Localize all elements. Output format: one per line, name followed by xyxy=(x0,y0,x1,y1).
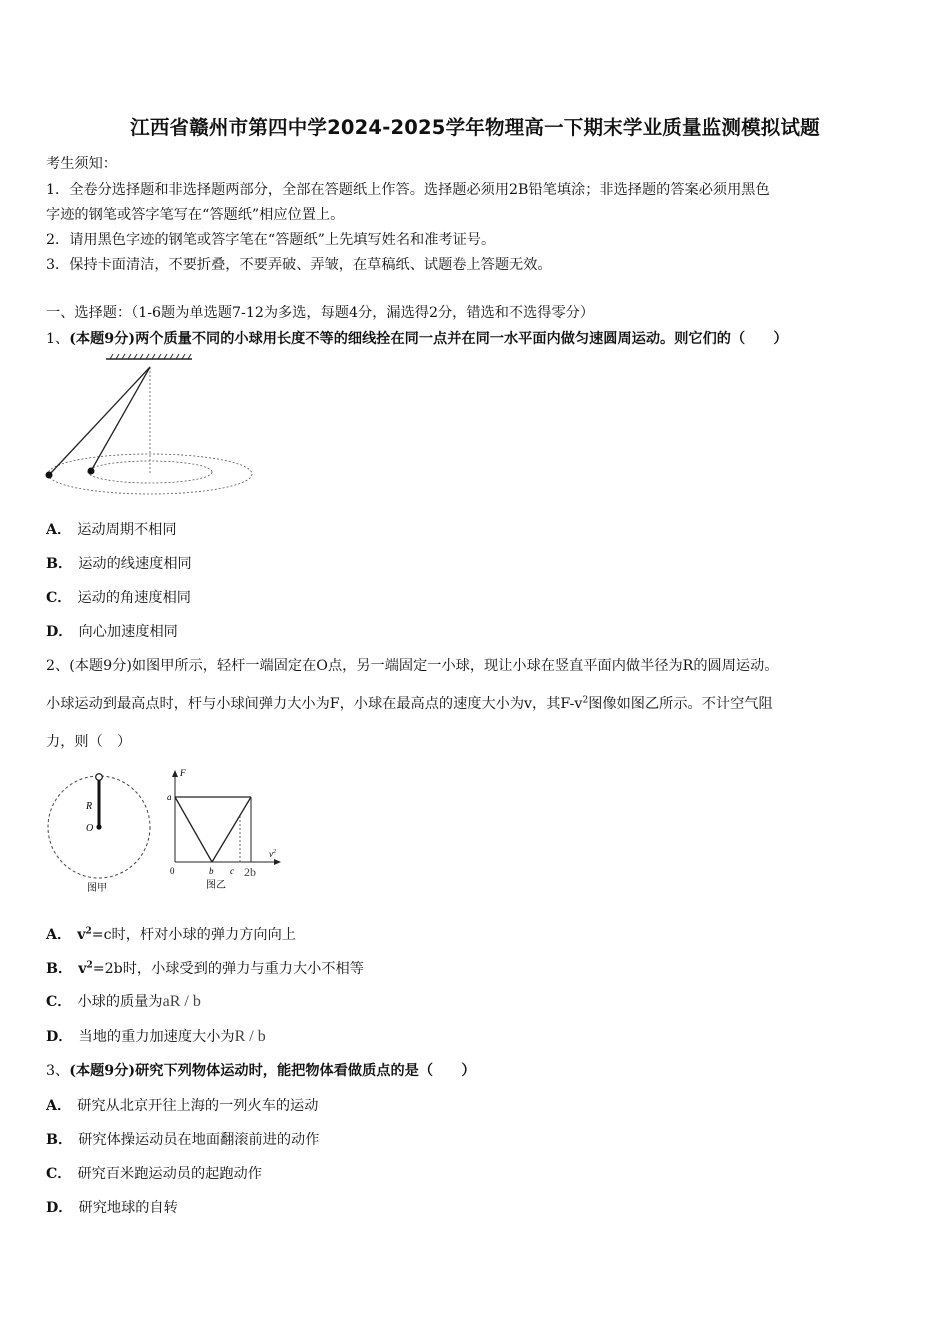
question-2-stem-line-3: 力，则（ ） xyxy=(46,734,132,750)
question-3-stem xyxy=(46,1060,476,1080)
notice-item-2: 2．请用黑色字迹的钢笔或答字笔在“答题纸”上先填写姓名和准考证号。 xyxy=(46,232,496,248)
section-heading: 一、选择题：（1-6题为单选题7-12为多选，每题4分，漏选得2分，错选和不选得零分） xyxy=(46,305,595,321)
question-3-text: (本题9分)研究下列物体运动时，能把物体看做质点的是（ ） xyxy=(69,1063,476,1079)
caption-jia: 图甲 xyxy=(87,883,107,894)
caption-yi: 图乙 xyxy=(206,880,226,891)
question-1-option-a: A． 运动周期不相同 xyxy=(46,522,177,538)
question-1-number: 1、 xyxy=(46,331,70,347)
label-0: 0 xyxy=(170,866,175,876)
question-2-figure-jia xyxy=(44,766,156,896)
question-3-number: 3、 xyxy=(46,1063,70,1079)
question-1-stem xyxy=(46,328,788,348)
label-R: R xyxy=(86,801,93,812)
question-1-option-b: B． 运动的线速度相同 xyxy=(46,556,192,572)
notice-heading: 考生须知： xyxy=(46,156,117,172)
question-2-figure-yi xyxy=(164,764,290,896)
notice-item-1-line-1: 1．全卷分选择题和非选择题两部分，全部在答题纸上作答。选择题必须用2B铅笔填涂；非选择题的答案必须用黑色 xyxy=(46,182,770,198)
axis-label-F: F xyxy=(180,768,186,778)
axis-label-v: $v^2$ xyxy=(269,849,276,859)
label-b: b xyxy=(209,866,214,876)
question-3-option-a: A． 研究从北京开往上海的一列火车的运动 xyxy=(46,1098,319,1114)
notice-item-1-line-2: 字迹的钢笔或答字笔写在“答题纸”相应位置上。 xyxy=(46,207,345,223)
formula-gravity: R / b xyxy=(234,1028,266,1045)
page-title: 江西省赣州市第四中学2024-2025学年物理高一下期末学业质量监测模拟试题 xyxy=(130,116,820,139)
question-1-option-c: C． 运动的角速度相同 xyxy=(46,590,191,606)
question-2-stem-line-1: 2、(本题9分)如图甲所示，轻杆一端固定在O点，另一端固定一小球，现让小球在竖直平面内做半径为R的圆周运动。 xyxy=(46,658,779,674)
question-2-option-c: C． 小球的质量为aR / b xyxy=(46,993,201,1010)
formula-mass: aR / b xyxy=(162,993,201,1010)
label-O: O xyxy=(86,823,94,834)
label-c: c xyxy=(230,866,234,876)
question-3-option-b: B． 研究体操运动员在地面翻滚前进的动作 xyxy=(46,1132,320,1148)
question-2-option-d: D． 当地的重力加速度大小为R / b xyxy=(46,1028,266,1045)
question-2-option-b: B． $v^2=2b$时，小球受到的弹力与重力大小不相等 xyxy=(46,960,364,977)
question-1-text: (本题9分)两个质量不同的小球用长度不等的细线拴在同一点并在同一水平面内做匀速圆周运动。则它们的（ ） xyxy=(69,331,788,347)
question-1-figure xyxy=(40,350,270,500)
notice-item-3: 3．保持卡面清洁，不要折叠，不要弄破、弄皱，在草稿纸、试题卷上答题无效。 xyxy=(46,257,552,273)
question-3-option-c: C． 研究百米跑运动员的起跑动作 xyxy=(46,1166,262,1182)
question-3-option-d: D． 研究地球的自转 xyxy=(46,1200,178,1216)
ball-outer xyxy=(46,472,53,479)
ball-inner xyxy=(88,468,95,475)
question-2-option-a: A． $v^2=c$时，杆对小球的弹力方向向上 xyxy=(46,926,296,943)
label-2b: 2b xyxy=(244,865,256,879)
question-2-stem-line-2: 小球运动到最高点时，杆与小球间弹力大小为F，小球在最高点的速度大小为v，其$F-v^2$图像如图乙所示。不计空气阻 xyxy=(46,695,773,712)
question-1-option-d: D． 向心加速度相同 xyxy=(46,624,178,640)
label-a: a xyxy=(167,792,172,802)
